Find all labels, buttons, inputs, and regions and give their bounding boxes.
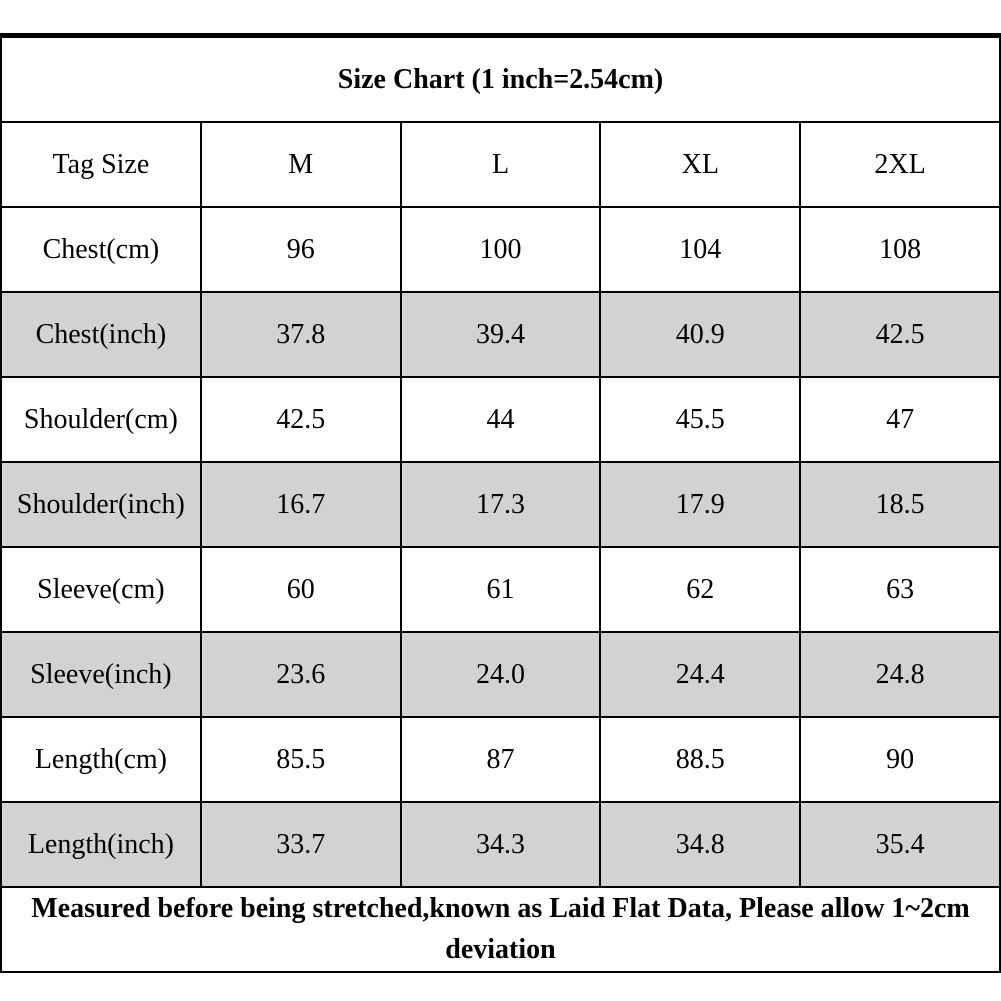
cell-shoulder-cm-m: 42.5 — [201, 377, 401, 462]
column-header-tag-size: Tag Size — [1, 122, 201, 207]
column-header-m: M — [201, 122, 401, 207]
cell-chest-cm-2xl: 108 — [800, 207, 1000, 292]
table-row — [1, 207, 1000, 292]
row-label-shoulder-cm: Shoulder(cm) — [1, 377, 201, 462]
cell-length-cm-xl: 88.5 — [600, 717, 800, 802]
row-label-chest-inch: Chest(inch) — [1, 292, 201, 377]
cell-chest-inch-l: 39.4 — [401, 292, 601, 377]
cell-chest-inch-xl: 40.9 — [600, 292, 800, 377]
cell-shoulder-inch-xl: 17.9 — [600, 462, 800, 547]
cell-length-inch-l: 34.3 — [401, 802, 601, 887]
table-row — [1, 717, 1000, 802]
table-row — [1, 547, 1000, 632]
chart-footer-note: Measured before being stretched,known as Laid Flat Data, Please allow 1~2cm deviation — [1, 887, 1000, 972]
cell-shoulder-cm-2xl: 47 — [800, 377, 1000, 462]
row-label-length-inch: Length(inch) — [1, 802, 201, 887]
title-row — [1, 37, 1000, 122]
cell-chest-cm-xl: 104 — [600, 207, 800, 292]
cell-sleeve-cm-l: 61 — [401, 547, 601, 632]
row-label-sleeve-inch: Sleeve(inch) — [1, 632, 201, 717]
row-label-sleeve-cm: Sleeve(cm) — [1, 547, 201, 632]
table-row — [1, 292, 1000, 377]
cell-shoulder-cm-l: 44 — [401, 377, 601, 462]
cell-sleeve-inch-m: 23.6 — [201, 632, 401, 717]
cell-sleeve-cm-m: 60 — [201, 547, 401, 632]
chart-title: Size Chart (1 inch=2.54cm) — [1, 37, 1000, 122]
row-label-chest-cm: Chest(cm) — [1, 207, 201, 292]
cell-chest-cm-m: 96 — [201, 207, 401, 292]
table-row — [1, 462, 1000, 547]
cell-chest-inch-2xl: 42.5 — [800, 292, 1000, 377]
cell-sleeve-inch-2xl: 24.8 — [800, 632, 1000, 717]
cell-length-cm-2xl: 90 — [800, 717, 1000, 802]
cell-sleeve-cm-2xl: 63 — [800, 547, 1000, 632]
cell-sleeve-cm-xl: 62 — [600, 547, 800, 632]
cell-chest-cm-l: 100 — [401, 207, 601, 292]
header-row — [1, 122, 1000, 207]
cell-length-inch-2xl: 35.4 — [800, 802, 1000, 887]
column-header-2xl: 2XL — [800, 122, 1000, 207]
table-row — [1, 802, 1000, 887]
cell-shoulder-inch-m: 16.7 — [201, 462, 401, 547]
cell-sleeve-inch-xl: 24.4 — [600, 632, 800, 717]
column-header-xl: XL — [600, 122, 800, 207]
row-label-length-cm: Length(cm) — [1, 717, 201, 802]
table-row — [1, 632, 1000, 717]
cell-shoulder-inch-2xl: 18.5 — [800, 462, 1000, 547]
cell-chest-inch-m: 37.8 — [201, 292, 401, 377]
size-chart-table — [0, 36, 1001, 973]
cell-shoulder-cm-xl: 45.5 — [600, 377, 800, 462]
cell-length-inch-xl: 34.8 — [600, 802, 800, 887]
row-label-shoulder-inch: Shoulder(inch) — [1, 462, 201, 547]
cell-shoulder-inch-l: 17.3 — [401, 462, 601, 547]
table-row — [1, 377, 1000, 462]
cell-length-cm-l: 87 — [401, 717, 601, 802]
cell-sleeve-inch-l: 24.0 — [401, 632, 601, 717]
size-chart-container — [0, 33, 1001, 968]
cell-length-inch-m: 33.7 — [201, 802, 401, 887]
column-header-l: L — [401, 122, 601, 207]
cell-length-cm-m: 85.5 — [201, 717, 401, 802]
footer-row — [1, 887, 1000, 972]
